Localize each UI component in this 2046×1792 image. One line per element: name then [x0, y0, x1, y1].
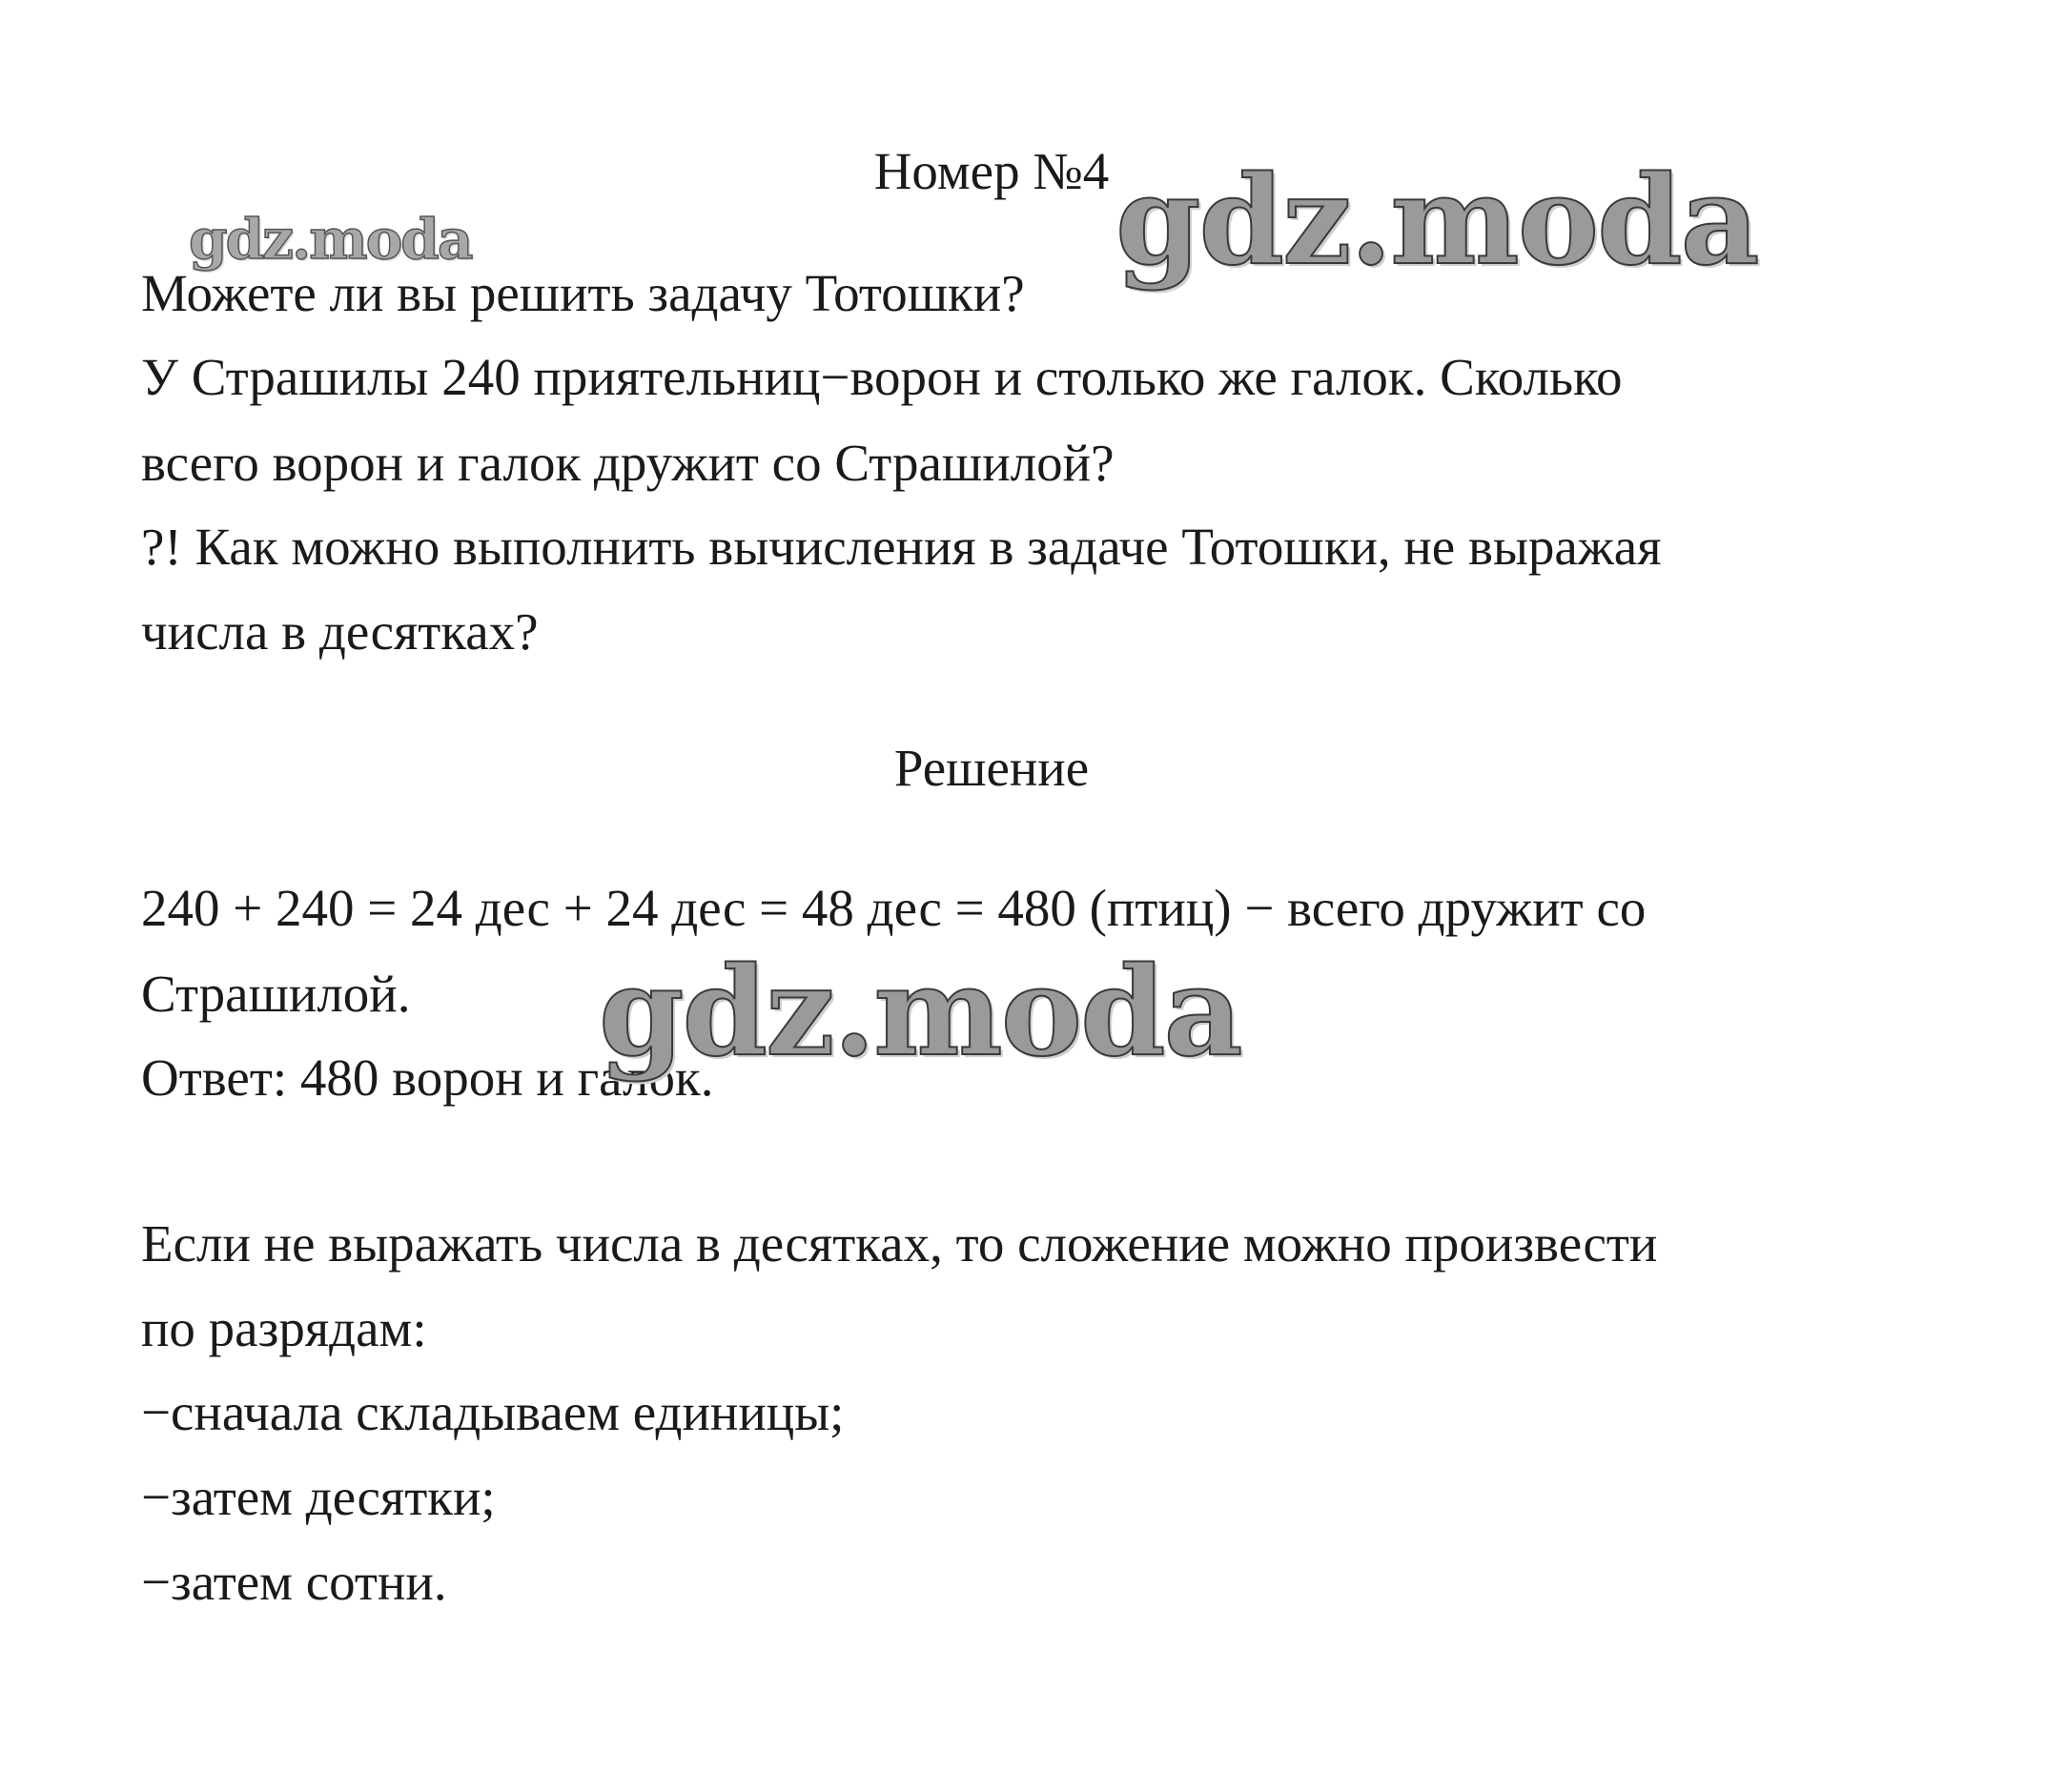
- question-line-1: Можете ли вы решить задачу Тотошки?: [141, 264, 1025, 322]
- solution-heading: Решение: [893, 739, 1090, 797]
- solution-line-1: 240 + 240 = 24 дес + 24 дес = 48 дес = 480 (птиц) − всего дружит со: [141, 879, 1647, 937]
- question-line-3: всего ворон и галок дружит со Страшилой?: [141, 434, 1115, 492]
- explanation-line-4: −затем десятки;: [141, 1468, 496, 1526]
- question-line-2: У Страшилы 240 приятельниц−ворон и столько же галок. Сколько: [141, 348, 1623, 406]
- solution-line-2: Страшилой.: [141, 965, 411, 1023]
- watermark-top: gdz.moda: [1115, 150, 1758, 293]
- page-title: Номер №4: [873, 142, 1110, 200]
- watermark-small: gdz.moda: [189, 207, 472, 272]
- question-line-4: ?! Как можно выполнить вычисления в задаче Тотошки, не выражая: [141, 518, 1662, 576]
- explanation-line-5: −затем сотни.: [141, 1553, 447, 1611]
- question-line-5: числа в десятках?: [141, 602, 539, 661]
- answer-line: Ответ: 480 ворон и галок.: [141, 1049, 714, 1107]
- explanation-line-3: −сначала складываем единицы;: [141, 1383, 845, 1441]
- explanation-line-2: по разрядам:: [141, 1299, 427, 1357]
- explanation-line-1: Если не выражать числа в десятках, то сложение можно произвести: [141, 1214, 1658, 1273]
- watermark-middle: gdz.moda: [599, 941, 1241, 1084]
